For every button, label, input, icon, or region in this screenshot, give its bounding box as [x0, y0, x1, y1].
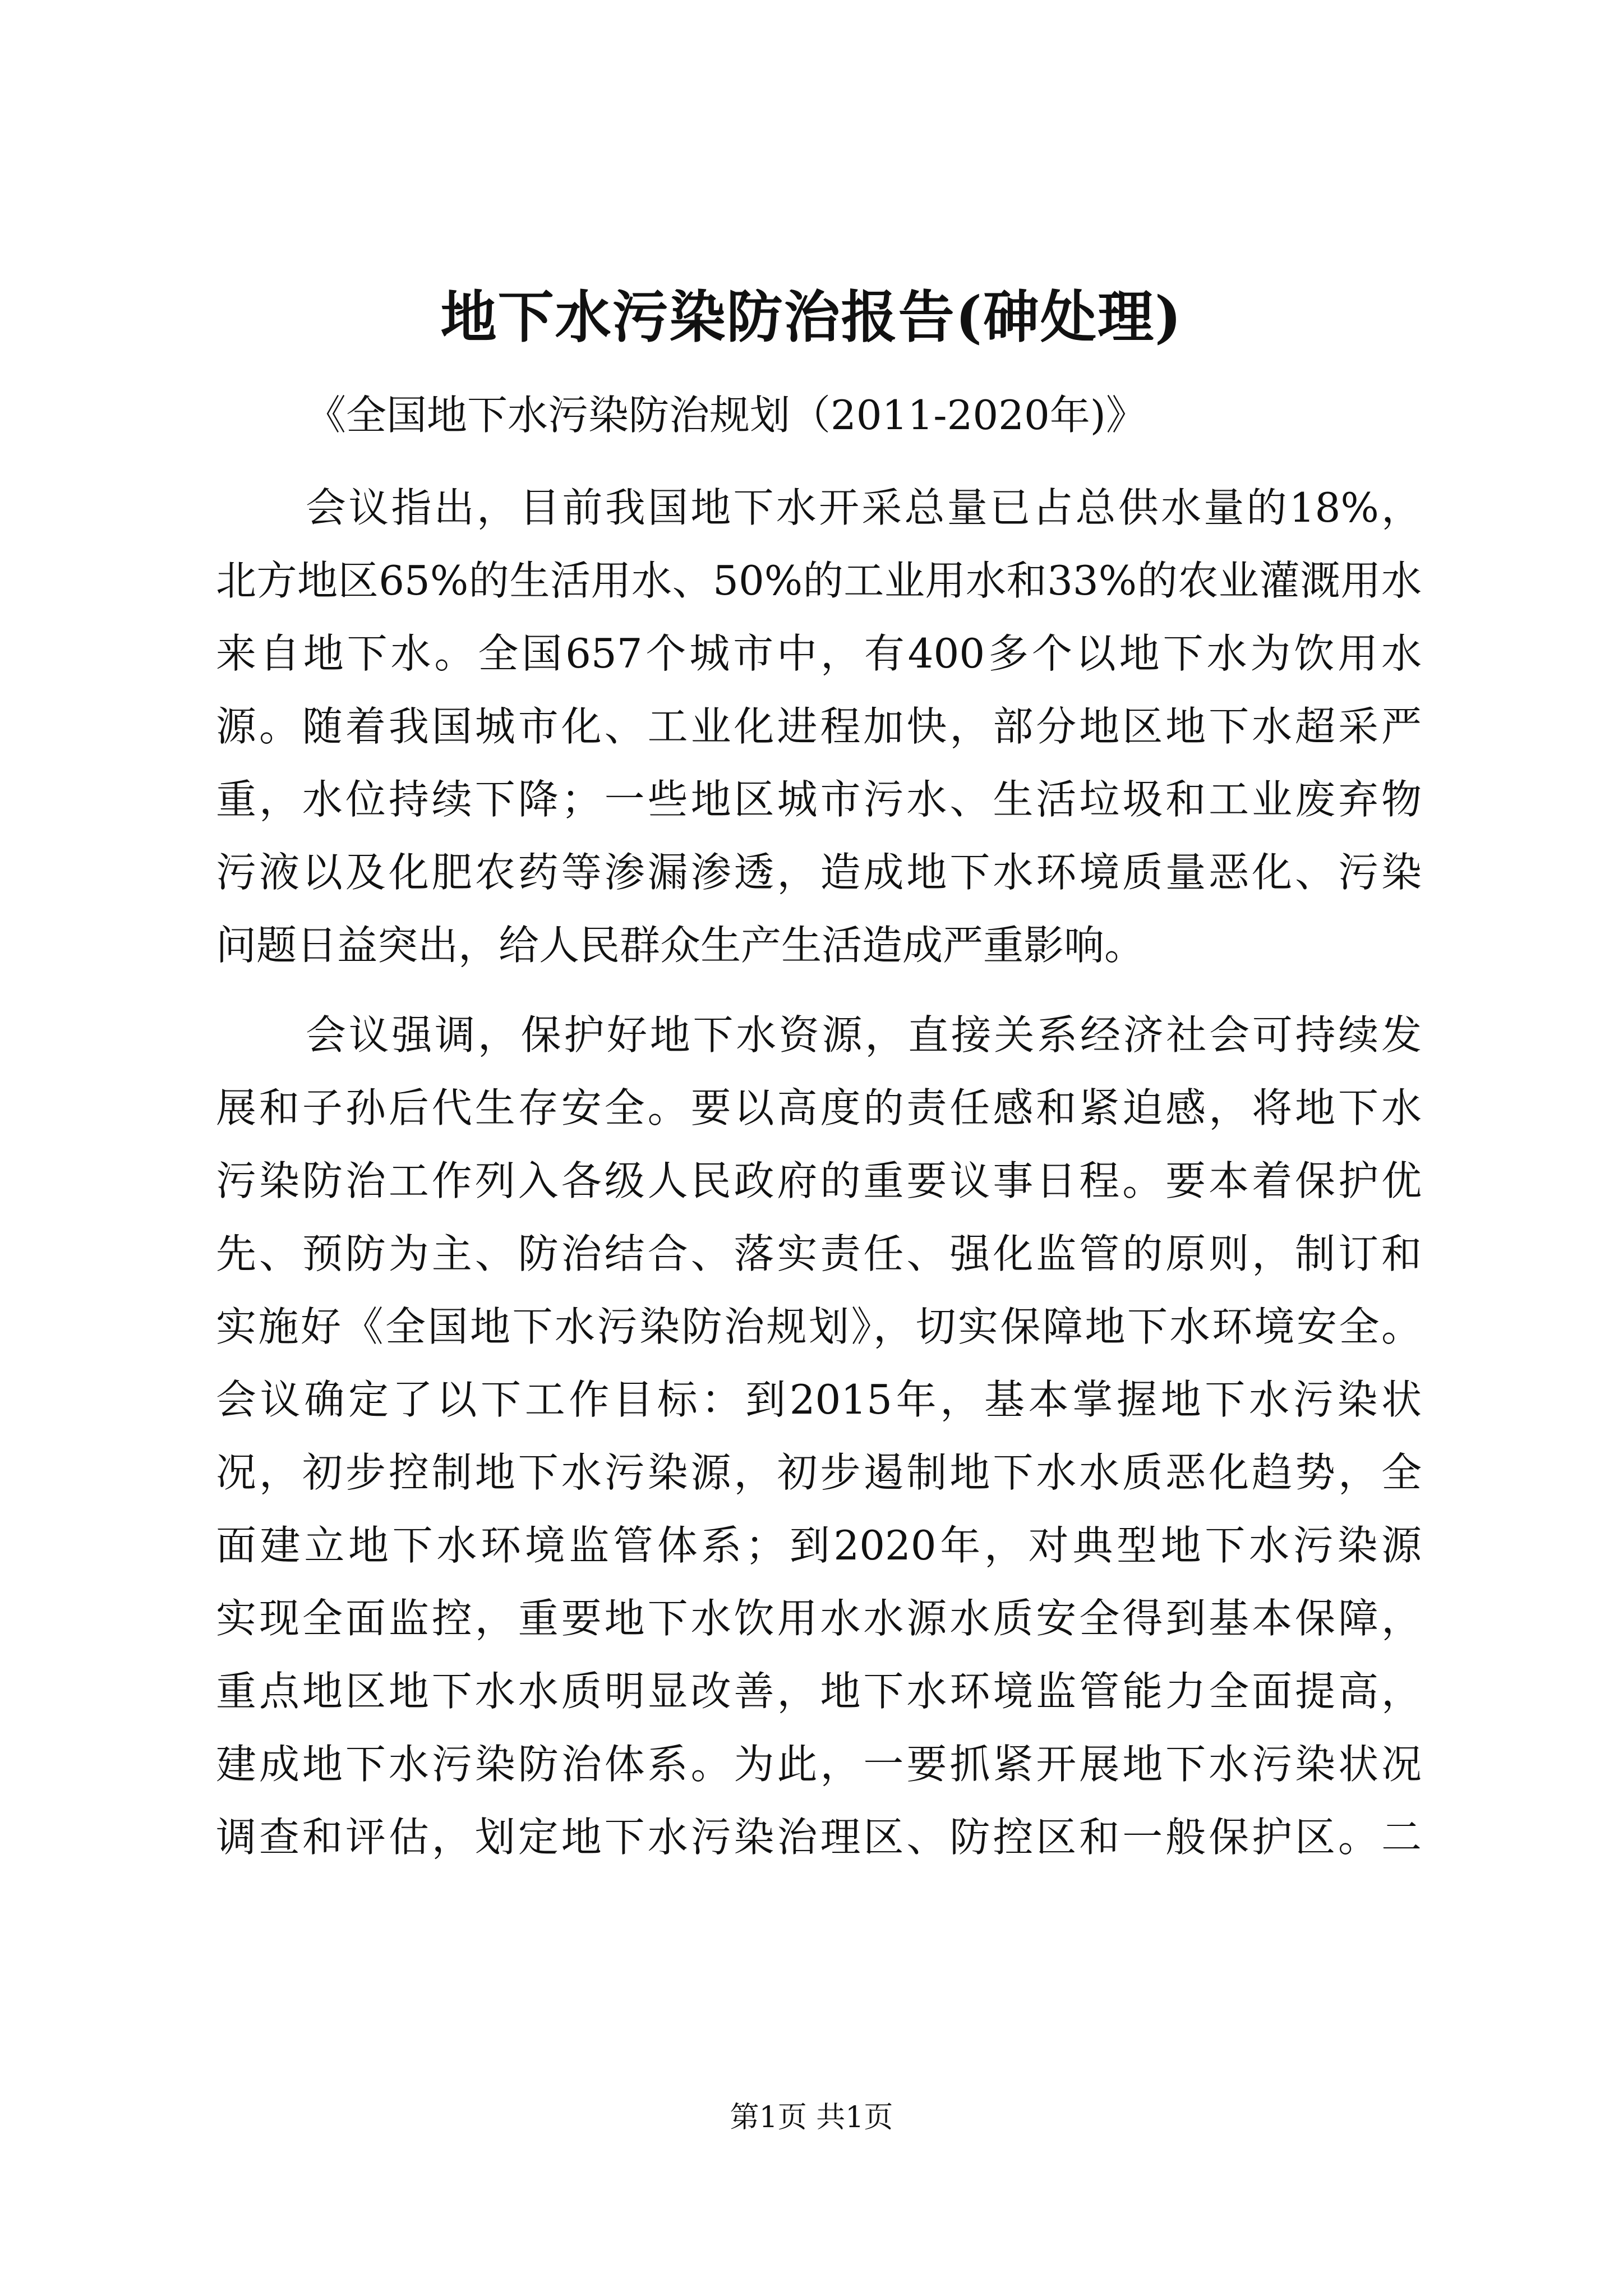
paragraph-1-line-1: 会议指出，目前我国地下水开采总量已占总供水量的18%， [306, 484, 1422, 531]
paragraph-2-line-7: 况，初步控制地下水污染源，初步遏制地下水水质恶化趋势，全 [216, 1449, 1422, 1496]
paragraph-1-line-5: 重，水位持续下降；一些地区城市污水、生活垃圾和工业废弃物 [216, 776, 1422, 823]
paragraph-1-line-2: 北方地区65%的生活用水、50%的工业用水和33%的农业灌溉用水 [216, 557, 1422, 604]
paragraph-2-line-3: 污染防治工作列入各级人民政府的重要议事日程。要本着保护优 [216, 1157, 1422, 1204]
paragraph-2-line-11: 建成地下水污染防治体系。为此，一要抓紧开展地下水污染状况 [216, 1741, 1422, 1788]
paragraph-1-line-7: 问题日益突出，给人民群众生产生活造成严重影响。 [216, 922, 1145, 969]
paragraph-1-line-6: 污液以及化肥农药等渗漏渗透，造成地下水环境质量恶化、污染 [216, 849, 1422, 896]
paragraph-2-line-6: 会议确定了以下工作目标：到2015年，基本掌握地下水污染状 [216, 1376, 1422, 1423]
paragraph-1-line-4: 源。随着我国城市化、工业化进程加快，部分地区地下水超采严 [216, 703, 1422, 750]
paragraph-2-line-2: 展和子孙后代生存安全。要以高度的责任感和紧迫感，将地下水 [216, 1084, 1422, 1131]
paragraph-2-line-9: 实现全面监控，重要地下水饮用水水源水质安全得到基本保障， [216, 1595, 1422, 1642]
document-subtitle: 《全国地下水污染防治规划（2011-2020年)》 [306, 392, 1146, 439]
document-title: 地下水污染防治报告(砷处理) [440, 284, 1183, 350]
paragraph-2-line-12: 调查和评估，划定地下水污染治理区、防控区和一般保护区。二 [216, 1814, 1422, 1861]
paragraph-2-line-10: 重点地区地下水水质明显改善，地下水环境监管能力全面提高， [216, 1668, 1422, 1715]
paragraph-2-line-8: 面建立地下水环境监管体系；到2020年，对典型地下水污染源 [216, 1522, 1422, 1569]
page-number-footer: 第1页 共1页 [730, 2101, 893, 2134]
paragraph-2-line-4: 先、预防为主、防治结合、落实责任、强化监管的原则，制订和 [216, 1230, 1422, 1277]
paragraph-2-line-5: 实施好《全国地下水污染防治规划》，切实保障地下水环境安全。 [216, 1303, 1422, 1350]
paragraph-1-line-3: 来自地下水。全国657个城市中，有400多个以地下水为饮用水 [216, 630, 1422, 677]
paragraph-2-line-1: 会议强调，保护好地下水资源，直接关系经济社会可持续发 [306, 1011, 1422, 1059]
